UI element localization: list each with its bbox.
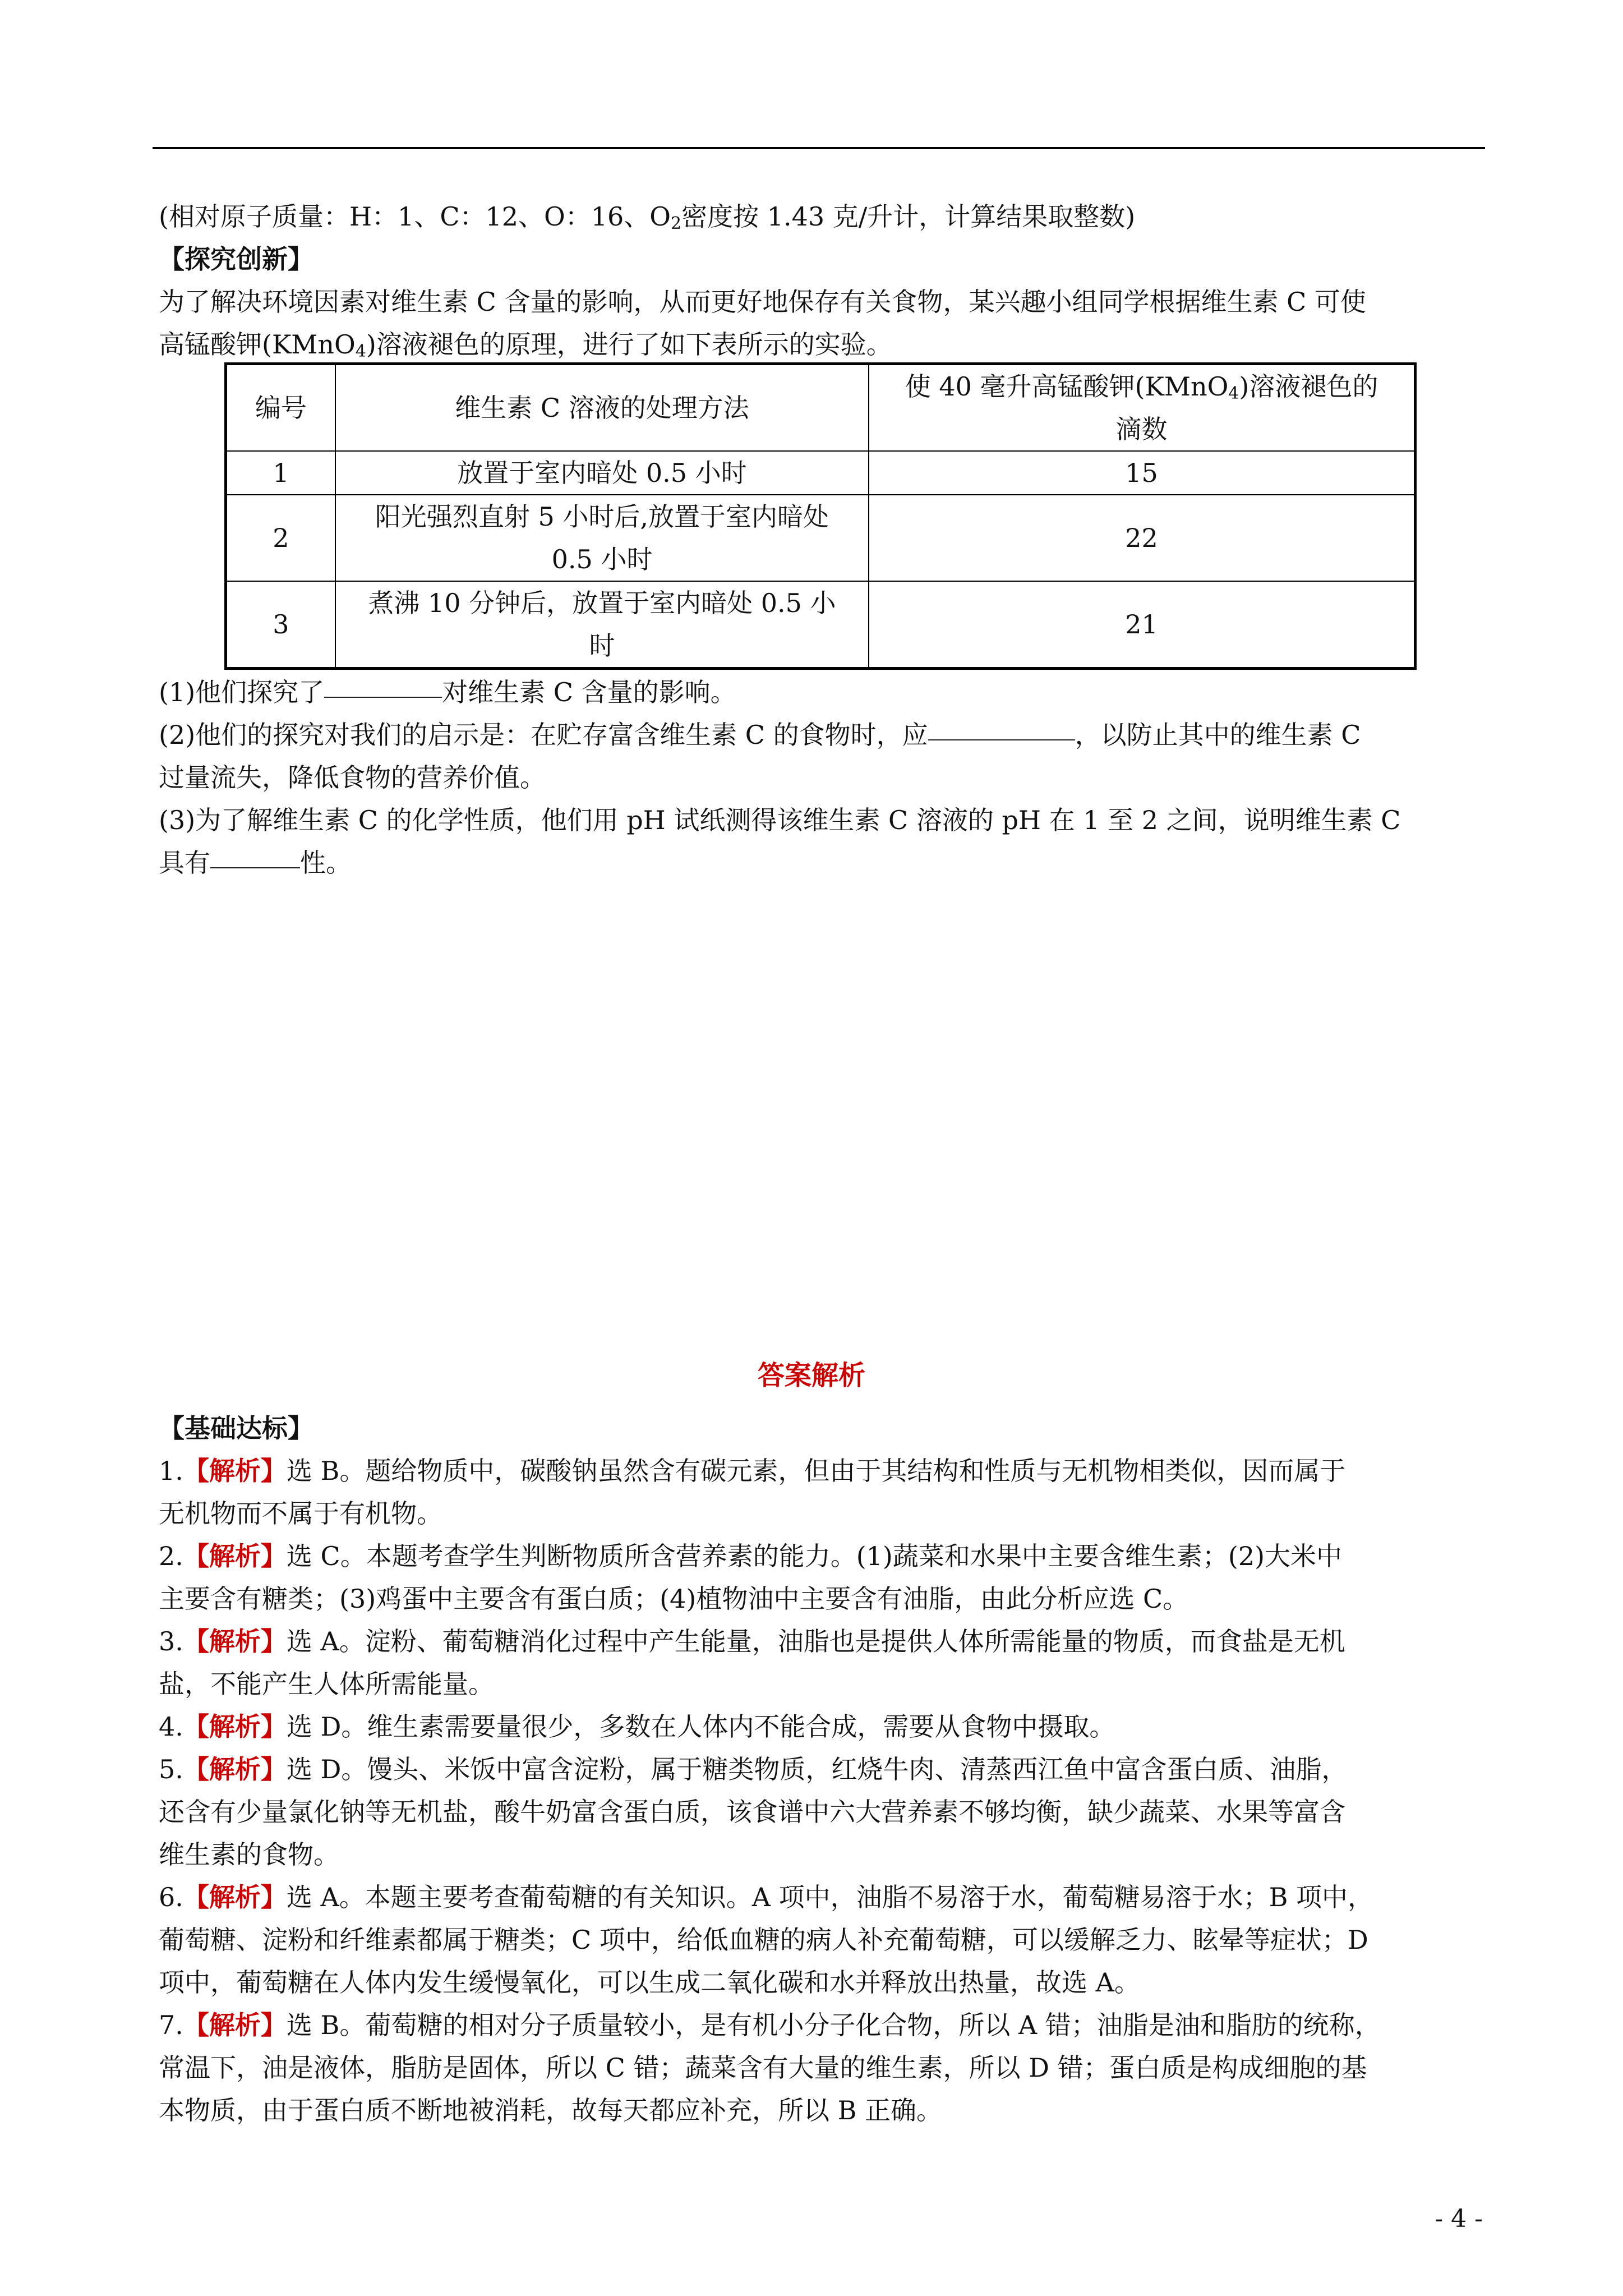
answer-blank-3[interactable] [210,845,300,868]
row-drops: 21 [869,581,1415,669]
row-method-a: 煮沸 10 分钟后，放置于室内暗处 0.5 小 [368,588,836,618]
row-method [335,581,869,669]
answer-7-cont2: 本物质，由于蛋白质不断地被消耗，故每天都应补充，所以 B 正确。 [159,2095,943,2125]
answer-6 [159,1876,1483,1918]
q2-a: (2)他们的探究对我们的启示是：在贮存富含维生素 C 的食物时，应 [159,720,928,750]
answer-number: 3. [159,1626,183,1657]
answer-text: 选 D。馒头、米饭中富含淀粉，属于糖类物质，红烧牛肉、清蒸西江鱼中富含蛋白质、油脂， [286,1754,1348,1784]
answer-5 [159,1748,1483,1791]
table-row [226,451,1415,495]
note-tail: 密度按 1.43 克/升计，计算结果取整数) [681,201,1136,232]
experiment-table [224,362,1417,670]
row-method [335,495,869,581]
row-method-b: 时 [589,631,615,661]
answer-blank-2[interactable] [928,717,1075,740]
question-2 [159,714,1483,756]
answer-4 [159,1705,1483,1748]
analysis-tag: 【解析】 [183,1754,287,1784]
answer-7-cont: 常温下，油是液体，脂肪是固体，所以 C 错；蔬菜含有大量的维生素，所以 D 错；蛋白质是构成细胞的基 [159,2053,1367,2083]
header-drops-b: )溶液褪色的 [1239,371,1378,402]
answer-3-cont: 盐，不能产生人体所需能量。 [159,1669,494,1699]
note-text: (相对原子质量：H：1、C：12、O：16、O [159,201,671,232]
row-method-b: 0.5 小时 [551,544,653,574]
answer-number: 4. [159,1711,183,1742]
answer-3 [159,1620,1483,1663]
section-heading-basic: 【基础达标】 [159,1413,313,1443]
q1-a: (1)他们探究了 [159,677,325,707]
header-drops-c: 滴数 [1115,414,1168,444]
answer-title: 答案解析 [757,1360,865,1391]
table-row [226,495,1415,581]
answer-7 [159,2004,1483,2046]
answer-number: 1. [159,1456,183,1486]
row-method: 放置于室内暗处 0.5 小时 [335,451,869,495]
analysis-tag: 【解析】 [183,1456,287,1486]
row-id: 1 [226,451,335,495]
q3-c: 性。 [300,848,352,878]
answer-text: 选 C。本题考查学生判断物质所含营养素的能力。(1)蔬菜和水果中主要含维生素；(2)大米中 [286,1541,1343,1571]
analysis-tag: 【解析】 [183,1541,287,1571]
analysis-tag: 【解析】 [183,1711,287,1742]
header-method: 维生素 C 溶液的处理方法 [335,364,869,452]
q3-b: 具有 [159,848,210,878]
row-drops: 22 [869,495,1415,581]
header-rule [153,147,1485,149]
answer-blank-1[interactable] [324,674,442,698]
table-row [226,581,1415,669]
q1-b: 对维生素 C 含量的影响。 [442,677,736,707]
header-drops [869,364,1415,452]
answer-number: 5. [159,1754,183,1784]
intro2-a: 高锰酸钾(KMnO [159,329,356,360]
intro-line-2 [159,323,1483,366]
page-number: - 4 - [1435,2205,1483,2233]
header-drops-sub: 4 [1228,384,1239,403]
note-sub: 2 [671,214,682,233]
header-id: 编号 [226,364,335,452]
answer-text: 选 B。题给物质中，碳酸钠虽然含有碳元素，但由于其结构和性质与无机物相类似，因而属于 [286,1456,1346,1486]
answer-6-cont2: 项中，葡萄糖在人体内发生缓慢氧化，可以生成二氧化碳和水并释放出热量，故选 A。 [159,1967,1140,1998]
answer-text: 选 A。本题主要考查葡萄糖的有关知识。A 项中，油脂不易溶于水，葡萄糖易溶于水；B 项中， [286,1882,1373,1912]
question-3: (3)为了解维生素 C 的化学性质，他们用 pH 试纸测得该维生素 C 溶液的 pH 在 1 至 2 之间，说明维生素 C [159,805,1401,835]
question-2-cont: 过量流失，降低食物的营养价值。 [159,762,546,793]
analysis-tag: 【解析】 [183,1626,287,1657]
row-id: 3 [226,581,335,669]
answer-number: 2. [159,1541,183,1571]
intro2-b: )溶液褪色的原理，进行了如下表所示的实验。 [366,329,892,360]
answer-number: 6. [159,1882,183,1912]
question-section [159,195,1483,366]
questions [159,671,1483,884]
table-header-row [226,364,1415,452]
intro2-sub: 4 [355,342,366,361]
row-id: 2 [226,495,335,581]
answer-5-cont: 还含有少量氯化钠等无机盐，酸牛奶富含蛋白质，该食谱中六大营养素不够均衡，缺少蔬菜、水果等富含 [159,1797,1345,1827]
answer-5-cont2: 维生素的食物。 [159,1839,339,1870]
answer-2-cont: 主要含有糖类；(3)鸡蛋中主要含有蛋白质；(4)植物油中主要含有油脂，由此分析应选 C。 [159,1584,1189,1614]
answer-6-cont: 葡萄糖、淀粉和纤维素都属于糖类；C 项中，给低血糖的病人补充葡萄糖，可以缓解乏力、眩晕等症状；D [159,1925,1368,1955]
intro-line-1: 为了解决环境因素对维生素 C 含量的影响，从而更好地保存有关食物，某兴趣小组同学根据维生素 C 可使 [159,287,1366,317]
answer-2 [159,1535,1483,1577]
analysis-tag: 【解析】 [183,2010,287,2040]
row-method-a: 阳光强烈直射 5 小时后,放置于室内暗处 [375,501,829,532]
atomic-mass-note [159,195,1483,238]
answer-text: 选 B。葡萄糖的相对分子质量较小，是有机小分子化合物，所以 A 错；油脂是油和脂肪的统称， [286,2010,1381,2040]
row-drops: 15 [869,451,1415,495]
header-drops-a: 使 40 毫升高锰酸钾(KMnO [905,371,1229,402]
answer-section [159,1407,1483,2132]
answer-text: 选 D。维生素需要量很少，多数在人体内不能合成，需要从食物中摄取。 [286,1711,1115,1742]
question-1 [159,671,1483,714]
section-heading-explore: 【探究创新】 [159,244,313,274]
analysis-tag: 【解析】 [183,1882,287,1912]
q2-b: ，以防止其中的维生素 C [1075,720,1361,750]
answer-1 [159,1450,1483,1492]
question-3-cont [159,841,1483,884]
answer-text: 选 A。淀粉、葡萄糖消化过程中产生能量，油脂也是提供人体所需能量的物质，而食盐是无机 [286,1626,1345,1657]
answer-1-cont: 无机物而不属于有机物。 [159,1498,442,1529]
answer-number: 7. [159,2010,183,2040]
